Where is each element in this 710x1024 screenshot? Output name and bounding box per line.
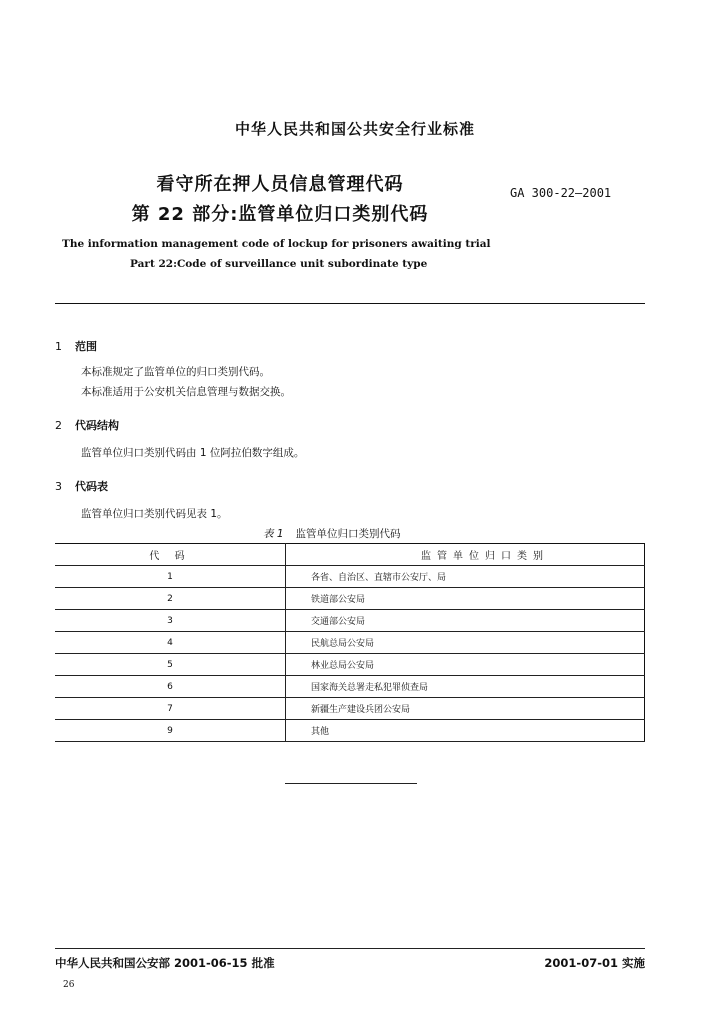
table-intro-paragraph: 监管单位归口类别代码见表 1。	[81, 508, 228, 520]
end-of-text-rule	[285, 783, 417, 784]
column-header-type: 监管单位归口类别	[286, 544, 645, 566]
structure-paragraph: 监管单位归口类别代码由 1 位阿拉伯数字组成。	[81, 447, 305, 459]
cell-type: 民航总局公安局	[286, 632, 645, 654]
cell-code: 1	[55, 566, 286, 588]
cell-code: 3	[55, 610, 286, 632]
section-number: 3	[55, 480, 62, 493]
cell-code: 9	[55, 720, 286, 742]
standard-code: GA 300-22—2001	[510, 186, 612, 200]
footer-divider	[55, 948, 645, 949]
table-row	[55, 654, 645, 676]
section-code-table-title	[55, 478, 108, 494]
cell-code: 7	[55, 698, 286, 720]
table-header-row	[55, 544, 645, 566]
english-title-line2: Part 22:Code of surveillance unit subordinate type	[130, 258, 428, 270]
page-number: 26	[63, 980, 75, 990]
column-header-code: 代 码	[55, 544, 286, 566]
section-number: 1	[55, 340, 62, 353]
document-title-line2: 第 22 部分:监管单位归口类别代码	[131, 204, 429, 225]
document-title-line1: 看守所在押人员信息管理代码	[156, 174, 404, 195]
cell-code: 6	[55, 676, 286, 698]
cell-type: 新疆生产建设兵团公安局	[286, 698, 645, 720]
table-caption	[263, 526, 401, 541]
implementation-date: 2001-07-01 实施	[544, 956, 645, 970]
cell-type: 其他	[286, 720, 645, 742]
cell-code: 2	[55, 588, 286, 610]
table-row	[55, 698, 645, 720]
cell-code: 5	[55, 654, 286, 676]
cell-type: 国家海关总署走私犯罪侦查局	[286, 676, 645, 698]
table-caption-title: 监管单位归口类别代码	[295, 528, 401, 540]
scope-paragraph-2: 本标准适用于公安机关信息管理与数据交换。	[81, 386, 291, 398]
table-row	[55, 588, 645, 610]
cell-type: 交通部公安局	[286, 610, 645, 632]
section-scope-title	[55, 338, 97, 354]
issuing-body-heading: 中华人民共和国公共安全行业标准	[234, 120, 475, 138]
code-table	[55, 543, 645, 742]
cell-code: 4	[55, 632, 286, 654]
approval-date: 中华人民共和国公安部 2001-06-15 批准	[55, 956, 275, 970]
section-structure-title	[55, 417, 119, 433]
section-number: 2	[55, 419, 62, 432]
table-row	[55, 566, 645, 588]
section-title-text: 代码结构	[75, 419, 119, 432]
table-number: 表 1	[263, 528, 284, 540]
cell-type: 各省、自治区、直辖市公安厅、局	[286, 566, 645, 588]
section-title-text: 代码表	[75, 480, 108, 493]
table-row	[55, 720, 645, 742]
table-row	[55, 676, 645, 698]
scope-paragraph-1: 本标准规定了监管单位的归口类别代码。	[81, 366, 270, 378]
table-row	[55, 610, 645, 632]
cell-type: 林业总局公安局	[286, 654, 645, 676]
header-divider	[55, 303, 645, 304]
cell-type: 铁道部公安局	[286, 588, 645, 610]
english-title-line1: The information management code of lockup for prisoners awaiting trial	[62, 238, 491, 250]
section-title-text: 范围	[75, 340, 97, 353]
table-row	[55, 632, 645, 654]
